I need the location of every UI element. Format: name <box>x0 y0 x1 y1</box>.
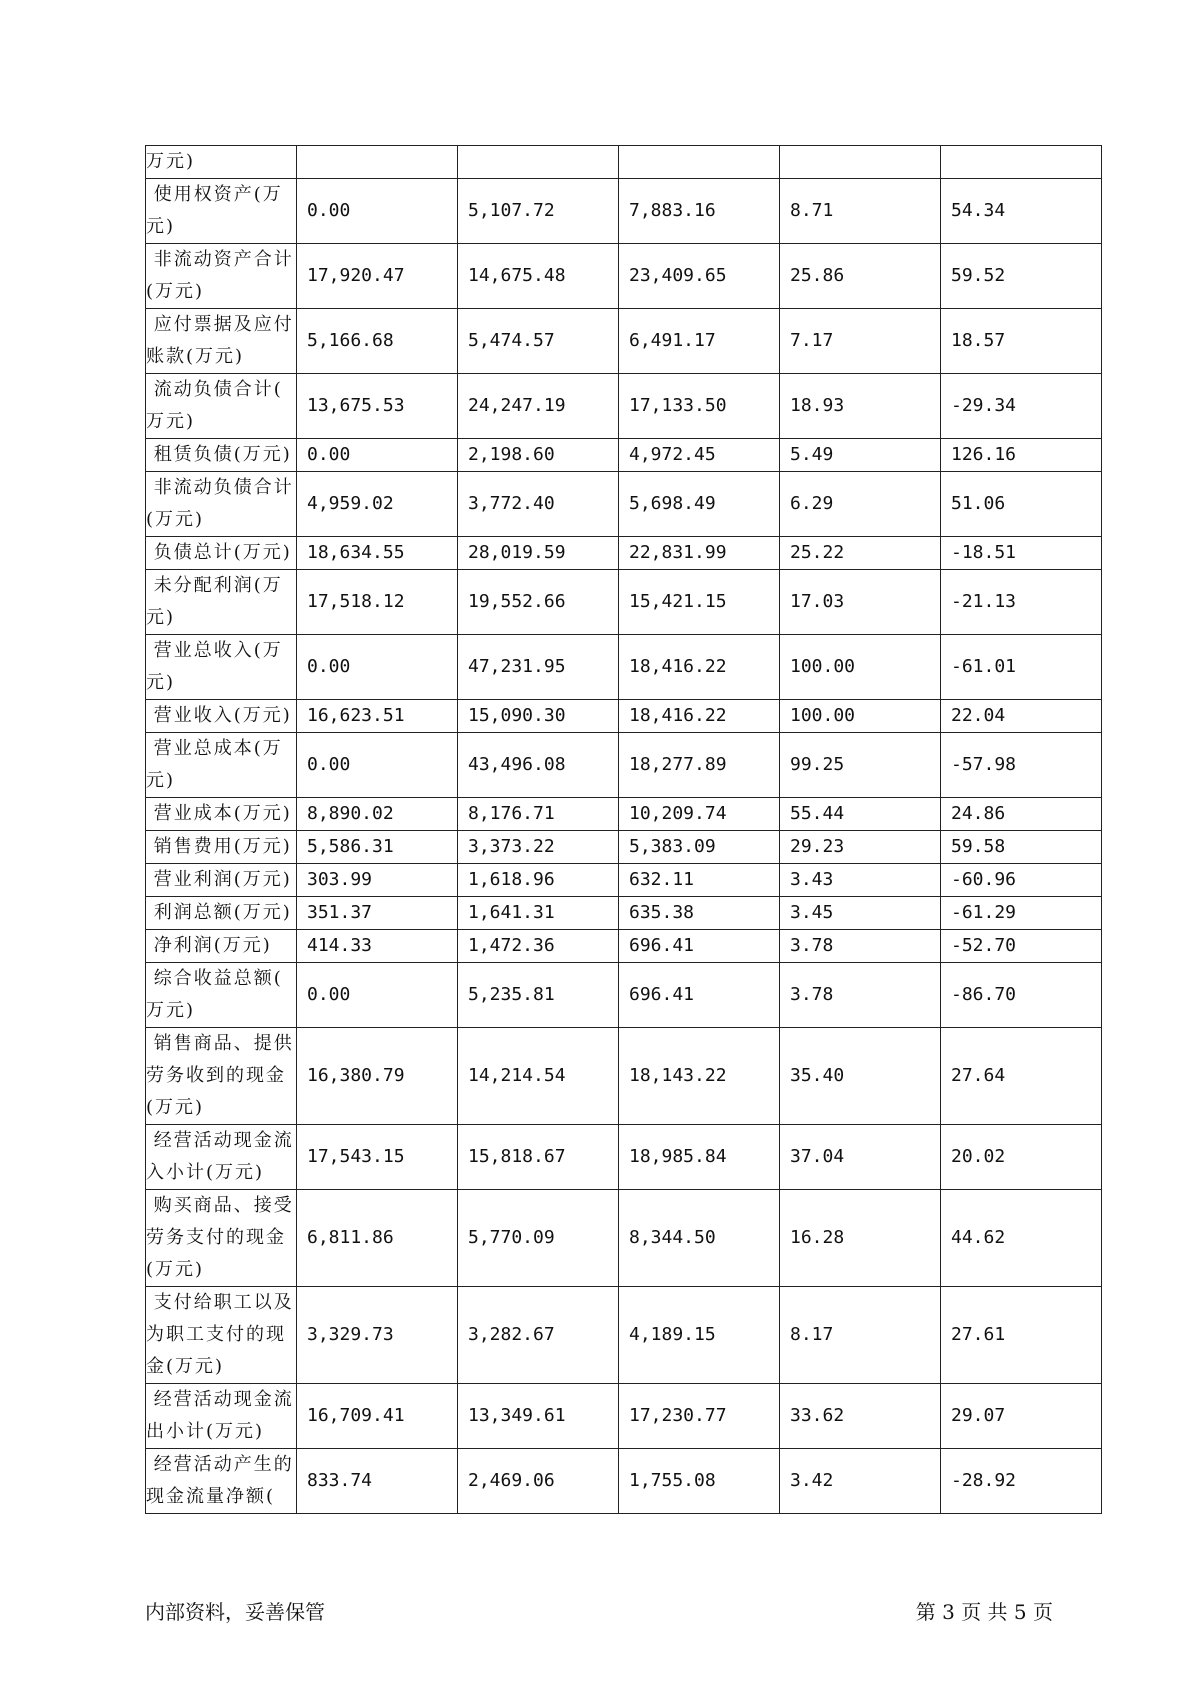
value-cell: 5,770.09 <box>458 1190 619 1287</box>
row-label-cell <box>146 700 297 733</box>
value-cell: 6,491.17 <box>619 309 780 374</box>
value-cell: 37.04 <box>780 1125 941 1190</box>
row-label: 应付票据及应付 账款(万元) <box>146 314 294 367</box>
value-cell: 5,586.31 <box>297 831 458 864</box>
value-cell: 18,143.22 <box>619 1028 780 1125</box>
value-cell: 2,469.06 <box>458 1449 619 1514</box>
table-row <box>146 374 1102 439</box>
table-row <box>146 963 1102 1028</box>
row-label-cell <box>146 309 297 374</box>
value-cell: 55.44 <box>780 798 941 831</box>
row-label: 非流动资产合计 (万元) <box>146 249 294 302</box>
value-cell <box>619 146 780 179</box>
row-label-cell <box>146 1028 297 1125</box>
value-cell <box>458 146 619 179</box>
row-label-cell <box>146 537 297 570</box>
row-label-cell <box>146 374 297 439</box>
row-label: 经营活动产生的 现金流量净额( <box>146 1454 294 1507</box>
value-cell: 3,329.73 <box>297 1287 458 1384</box>
row-label: 非流动负债合计 (万元) <box>146 477 294 530</box>
value-cell: 15,090.30 <box>458 700 619 733</box>
financial-table-body <box>146 146 1102 1514</box>
table-row <box>146 472 1102 537</box>
row-label: 营业利润(万元) <box>146 869 292 890</box>
value-cell: 3.78 <box>780 963 941 1028</box>
value-cell <box>780 146 941 179</box>
value-cell: 414.33 <box>297 930 458 963</box>
value-cell: 5,235.81 <box>458 963 619 1028</box>
value-cell: 5,698.49 <box>619 472 780 537</box>
value-cell: 7.17 <box>780 309 941 374</box>
value-cell: 10,209.74 <box>619 798 780 831</box>
row-label: 租赁负债(万元) <box>146 444 292 465</box>
value-cell: 17,920.47 <box>297 244 458 309</box>
value-cell: -57.98 <box>941 733 1102 798</box>
table-row <box>146 1028 1102 1125</box>
value-cell: -18.51 <box>941 537 1102 570</box>
table-row <box>146 244 1102 309</box>
table-row <box>146 798 1102 831</box>
value-cell: 18,277.89 <box>619 733 780 798</box>
footer-page-number: 第 3 页 共 5 页 <box>915 1600 1053 1624</box>
value-cell: 0.00 <box>297 733 458 798</box>
row-label-cell <box>146 244 297 309</box>
value-cell: -61.01 <box>941 635 1102 700</box>
table-row <box>146 700 1102 733</box>
value-cell: 18,416.22 <box>619 635 780 700</box>
value-cell: 3.43 <box>780 864 941 897</box>
row-label-cell <box>146 439 297 472</box>
value-cell: 126.16 <box>941 439 1102 472</box>
table-row <box>146 831 1102 864</box>
value-cell: 3,282.67 <box>458 1287 619 1384</box>
value-cell: 632.11 <box>619 864 780 897</box>
value-cell: 351.37 <box>297 897 458 930</box>
table-row <box>146 1449 1102 1514</box>
value-cell: 7,883.16 <box>619 179 780 244</box>
row-label-cell <box>146 897 297 930</box>
value-cell: 25.86 <box>780 244 941 309</box>
value-cell: 99.25 <box>780 733 941 798</box>
row-label: 万元) <box>146 151 196 172</box>
row-label-cell <box>146 798 297 831</box>
value-cell: 13,349.61 <box>458 1384 619 1449</box>
value-cell: -52.70 <box>941 930 1102 963</box>
value-cell: -86.70 <box>941 963 1102 1028</box>
value-cell: 8.71 <box>780 179 941 244</box>
value-cell: 14,214.54 <box>458 1028 619 1125</box>
row-label: 支付给职工以及 为职工支付的现 金(万元) <box>146 1292 294 1377</box>
value-cell: 18,634.55 <box>297 537 458 570</box>
value-cell: -60.96 <box>941 864 1102 897</box>
value-cell: 17,543.15 <box>297 1125 458 1190</box>
row-label-cell <box>146 1449 297 1514</box>
row-label-cell <box>146 1287 297 1384</box>
value-cell: 25.22 <box>780 537 941 570</box>
row-label: 营业总收入(万 元) <box>146 640 283 693</box>
table-row <box>146 930 1102 963</box>
value-cell: 3,772.40 <box>458 472 619 537</box>
value-cell: 47,231.95 <box>458 635 619 700</box>
value-cell: 0.00 <box>297 439 458 472</box>
row-label-cell <box>146 1190 297 1287</box>
row-label: 综合收益总额( 万元) <box>146 968 283 1021</box>
value-cell: 4,972.45 <box>619 439 780 472</box>
row-label: 经营活动现金流 入小计(万元) <box>146 1130 294 1183</box>
table-row <box>146 179 1102 244</box>
table-row <box>146 309 1102 374</box>
value-cell: 3.45 <box>780 897 941 930</box>
value-cell: -21.13 <box>941 570 1102 635</box>
value-cell: 0.00 <box>297 963 458 1028</box>
value-cell: 59.52 <box>941 244 1102 309</box>
row-label: 利润总额(万元) <box>146 902 292 923</box>
value-cell: 17,133.50 <box>619 374 780 439</box>
value-cell: 22,831.99 <box>619 537 780 570</box>
value-cell: 18.57 <box>941 309 1102 374</box>
table-row <box>146 439 1102 472</box>
value-cell: 696.41 <box>619 930 780 963</box>
row-label-cell <box>146 864 297 897</box>
value-cell <box>941 146 1102 179</box>
value-cell: 2,198.60 <box>458 439 619 472</box>
value-cell: 20.02 <box>941 1125 1102 1190</box>
value-cell: 44.62 <box>941 1190 1102 1287</box>
row-label: 销售费用(万元) <box>146 836 292 857</box>
value-cell: -61.29 <box>941 897 1102 930</box>
footer-confidential-note: 内部资料，妥善保管 <box>145 1600 325 1624</box>
value-cell: 18.93 <box>780 374 941 439</box>
value-cell: -29.34 <box>941 374 1102 439</box>
value-cell: 27.61 <box>941 1287 1102 1384</box>
row-label-cell <box>146 472 297 537</box>
row-label-cell <box>146 570 297 635</box>
row-label: 购买商品、接受 劳务支付的现金 (万元) <box>146 1195 294 1280</box>
row-label: 使用权资产(万 元) <box>146 184 283 237</box>
value-cell: 1,618.96 <box>458 864 619 897</box>
row-label: 营业收入(万元) <box>146 705 292 726</box>
value-cell: 18,985.84 <box>619 1125 780 1190</box>
value-cell: 19,552.66 <box>458 570 619 635</box>
value-cell: 24,247.19 <box>458 374 619 439</box>
value-cell: 3.42 <box>780 1449 941 1514</box>
value-cell: 16,709.41 <box>297 1384 458 1449</box>
table-row <box>146 864 1102 897</box>
value-cell: 29.07 <box>941 1384 1102 1449</box>
value-cell: 16,623.51 <box>297 700 458 733</box>
value-cell: 17.03 <box>780 570 941 635</box>
value-cell: 27.64 <box>941 1028 1102 1125</box>
row-label: 未分配利润(万 元) <box>146 575 283 628</box>
value-cell: 5,383.09 <box>619 831 780 864</box>
value-cell: 8,344.50 <box>619 1190 780 1287</box>
value-cell: 1,755.08 <box>619 1449 780 1514</box>
value-cell: 1,472.36 <box>458 930 619 963</box>
value-cell: 3,373.22 <box>458 831 619 864</box>
table-row <box>146 635 1102 700</box>
value-cell: 28,019.59 <box>458 537 619 570</box>
table-row <box>146 537 1102 570</box>
value-cell: 4,959.02 <box>297 472 458 537</box>
value-cell: 3.78 <box>780 930 941 963</box>
row-label: 营业总成本(万 元) <box>146 738 283 791</box>
value-cell <box>297 146 458 179</box>
row-label: 销售商品、提供 劳务收到的现金 (万元) <box>146 1033 294 1118</box>
value-cell: 1,641.31 <box>458 897 619 930</box>
row-label-cell <box>146 146 297 179</box>
value-cell: 8,176.71 <box>458 798 619 831</box>
value-cell: 35.40 <box>780 1028 941 1125</box>
value-cell: 5,166.68 <box>297 309 458 374</box>
value-cell: 5.49 <box>780 439 941 472</box>
row-label-cell <box>146 1125 297 1190</box>
value-cell: 15,421.15 <box>619 570 780 635</box>
row-label-cell <box>146 930 297 963</box>
value-cell: 13,675.53 <box>297 374 458 439</box>
row-label-cell <box>146 179 297 244</box>
value-cell: 833.74 <box>297 1449 458 1514</box>
row-label-cell <box>146 733 297 798</box>
value-cell: 43,496.08 <box>458 733 619 798</box>
value-cell: 5,474.57 <box>458 309 619 374</box>
value-cell: 16,380.79 <box>297 1028 458 1125</box>
row-label-cell <box>146 635 297 700</box>
value-cell: 100.00 <box>780 700 941 733</box>
value-cell: 6.29 <box>780 472 941 537</box>
table-row <box>146 1125 1102 1190</box>
value-cell: 14,675.48 <box>458 244 619 309</box>
table-row <box>146 733 1102 798</box>
value-cell: 51.06 <box>941 472 1102 537</box>
value-cell: -28.92 <box>941 1449 1102 1514</box>
row-label: 净利润(万元) <box>146 935 272 956</box>
value-cell: 29.23 <box>780 831 941 864</box>
value-cell: 4,189.15 <box>619 1287 780 1384</box>
value-cell: 22.04 <box>941 700 1102 733</box>
value-cell: 17,230.77 <box>619 1384 780 1449</box>
table-row <box>146 1384 1102 1449</box>
table-row <box>146 570 1102 635</box>
value-cell: 0.00 <box>297 179 458 244</box>
table-row <box>146 897 1102 930</box>
value-cell: 635.38 <box>619 897 780 930</box>
value-cell: 16.28 <box>780 1190 941 1287</box>
row-label: 负债总计(万元) <box>146 542 292 563</box>
value-cell: 696.41 <box>619 963 780 1028</box>
row-label-cell <box>146 831 297 864</box>
value-cell: 59.58 <box>941 831 1102 864</box>
table-row <box>146 1287 1102 1384</box>
value-cell: 8.17 <box>780 1287 941 1384</box>
value-cell: 54.34 <box>941 179 1102 244</box>
value-cell: 303.99 <box>297 864 458 897</box>
value-cell: 6,811.86 <box>297 1190 458 1287</box>
value-cell: 100.00 <box>780 635 941 700</box>
value-cell: 15,818.67 <box>458 1125 619 1190</box>
financial-table <box>145 145 1102 1514</box>
value-cell: 18,416.22 <box>619 700 780 733</box>
row-label-cell <box>146 1384 297 1449</box>
row-label: 营业成本(万元) <box>146 803 292 824</box>
value-cell: 0.00 <box>297 635 458 700</box>
table-row <box>146 1190 1102 1287</box>
value-cell: 33.62 <box>780 1384 941 1449</box>
value-cell: 5,107.72 <box>458 179 619 244</box>
value-cell: 8,890.02 <box>297 798 458 831</box>
table-row <box>146 146 1102 179</box>
value-cell: 23,409.65 <box>619 244 780 309</box>
value-cell: 17,518.12 <box>297 570 458 635</box>
row-label: 流动负债合计( 万元) <box>146 379 283 432</box>
row-label-cell <box>146 963 297 1028</box>
row-label: 经营活动现金流 出小计(万元) <box>146 1389 294 1442</box>
value-cell: 24.86 <box>941 798 1102 831</box>
